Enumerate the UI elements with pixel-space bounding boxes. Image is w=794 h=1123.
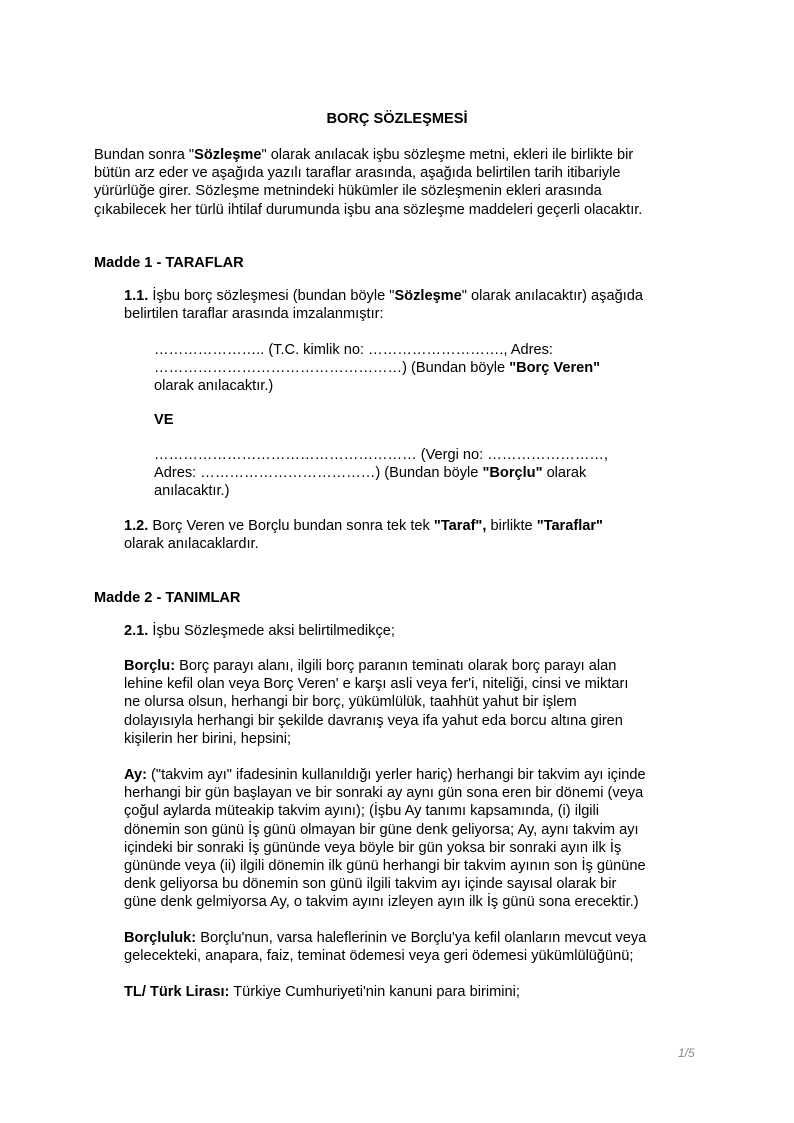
definition-term: TL/ Türk Lirası: <box>124 984 230 1000</box>
definition-tl: TL/ Türk Lirası: Türkiye Cumhuriyeti'nin kanuni para birimini; <box>124 984 520 1000</box>
madde-2-heading: Madde 2 - TANIMLAR <box>94 590 241 606</box>
ve-separator: VE <box>154 412 174 428</box>
definition-line: ne olursa olsun, herhangi bir borç, yükümlülük, taahhüt yahut bir işlem <box>124 694 577 711</box>
page-number: 1/5 <box>678 1046 695 1060</box>
madde-1-heading: Madde 1 - TARAFLAR <box>94 255 244 271</box>
definition-borclu <box>124 657 714 748</box>
definition-line: dolayısıyla herhangi bir şekilde davranış veya ifa yahut eda borcu altına giren <box>124 712 623 729</box>
clause-line: 1.1. İşbu borç sözleşmesi (bundan böyle "Sözleşme" olarak anılacaktır) aşağıda <box>124 288 643 304</box>
definition-term: Borçluluk: <box>124 930 197 946</box>
party-line: Adres: ………………………………) (Bundan böyle "Borçlu" olarak <box>154 465 587 482</box>
definition-line: Ay: ("takvim ayı" ifadesinin kullanıldığı yerler hariç) herhangi bir takvim ayı içinde <box>124 767 646 783</box>
party-line: ……………………………………………) (Bundan böyle "Borç Veren" <box>154 360 601 377</box>
intro-line: Bundan sonra "Sözleşme" olarak anılacak işbu sözleşme metni, ekleri ile birlikte bir <box>94 147 634 163</box>
party-lender <box>154 341 714 396</box>
intro-line: çıkabilecek her türlü ihtilaf durumunda işbu ana sözleşme maddeleri geçerli olacaktır. <box>94 201 643 218</box>
definition-line: güne denk gelmiyorsa Ay, o takvim ayını izleyen ayın ilk İş günü sona erecektir.) <box>124 894 639 911</box>
clause-line: olarak anılacaklardır. <box>124 536 259 553</box>
intro-paragraph <box>94 146 714 219</box>
definition-term: Ay: <box>124 767 147 783</box>
definition-line: dönemin son günü İş günü olmayan bir güne denk geliyorsa; Ay, aynı takvim ayı <box>124 821 639 838</box>
definition-line: lehine kefil olan veya Borç Veren' e karşı asli veya fer'i, niteliği, cinsi ve miktarı <box>124 676 629 693</box>
party-line: ………………….. (T.C. kimlik no: ………………………., Adres: <box>154 342 553 358</box>
party-line: ……………………………………………… (Vergi no: ……………………, <box>154 447 609 463</box>
clause-line: 1.2. Borç Veren ve Borçlu bundan sonra tek tek "Taraf", birlikte "Taraflar" <box>124 518 603 534</box>
document-title: BORÇ SÖZLEŞMESİ <box>326 111 468 127</box>
definition-ay <box>124 766 714 912</box>
intro-line: yürürlüğe girer. Sözleşme metnindeki hükümler ile sözleşmenin ekleri arasında <box>94 183 602 200</box>
definition-line: denk geliyorsa bu dönemin son günü ilgili takvim ayı içinde sayısal olarak bir <box>124 876 617 893</box>
definition-line: gününde veya (ii) ilgili dönemin ilk günü herhangi bir takvim ayının son İş gününe <box>124 858 646 875</box>
clause-1-2 <box>124 517 714 553</box>
definition-line: Borçlu: Borç parayı alanı, ilgili borç paranın teminatı olarak borç parayı alan <box>124 658 617 674</box>
definition-line: kişilerin her birini, hepsini; <box>124 730 292 747</box>
clause-line: belirtilen taraflar arasında imzalanmıştır: <box>124 306 384 323</box>
definition-line: herhangi bir gün başlayan ve bir sonraki ay aynı gün sona eren bir dönemi (veya <box>124 785 644 802</box>
definition-line: Borçluluk: Borçlu'nun, varsa haleflerinin ve Borçlu'ya kefil olanların mevcut veya <box>124 930 647 946</box>
definition-line: çoğul aylarda müteakip takvim ayını); (İşbu Ay tanımı kapsamında, (i) ilgili <box>124 803 600 820</box>
party-line: anılacaktır.) <box>154 483 230 500</box>
definition-line: içindeki bir sonraki İş gününde veya böyle bir gün yoksa bir sonraki ayın ilk İş <box>124 839 622 856</box>
clause-2-1: 2.1. İşbu Sözleşmede aksi belirtilmedikçe; <box>124 623 395 639</box>
clause-1-1 <box>124 287 714 323</box>
definition-term: Borçlu: <box>124 658 176 674</box>
intro-line: bütün arz eder ve aşağıda yazılı taraflar arasında, aşağıda belirtilen tarih itibariyle <box>94 165 621 182</box>
definition-line: gelecekteki, anapara, faiz, teminat ödemesi veya geri ödemesi yükümlülüğünü; <box>124 948 634 965</box>
party-borrower <box>154 446 714 501</box>
party-line: olarak anılacaktır.) <box>154 378 274 395</box>
definition-borcluluk <box>124 929 714 965</box>
